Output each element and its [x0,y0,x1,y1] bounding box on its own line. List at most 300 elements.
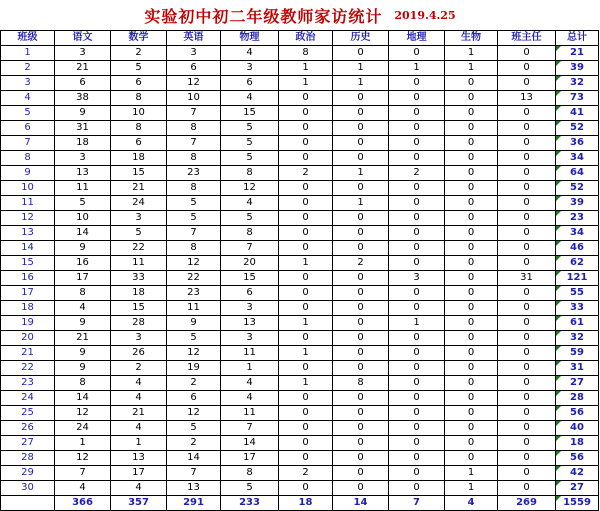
table-cell[interactable]: 0 [498,481,556,496]
table-cell[interactable]: 31 [498,271,556,286]
table-cell[interactable]: 2 [279,166,333,181]
table-cell[interactable]: 0 [333,391,389,406]
table-cell[interactable]: 0 [389,376,445,391]
table-cell[interactable]: 15 [111,301,167,316]
table-cell[interactable]: 13 [55,166,111,181]
table-cell[interactable]: 0 [498,196,556,211]
total-sum-cell[interactable]: 4 [445,496,498,511]
table-cell[interactable]: 23 [167,166,221,181]
table-cell[interactable]: 0 [333,226,389,241]
table-cell[interactable]: 0 [445,151,498,166]
table-cell[interactable]: 10 [111,106,167,121]
table-cell[interactable]: 1 [111,436,167,451]
table-cell[interactable]: 10 [167,91,221,106]
total-cell[interactable]: 42 [556,466,599,481]
total-cell[interactable]: 36 [556,136,599,151]
table-cell[interactable]: 1 [279,61,333,76]
total-cell[interactable]: 59 [556,346,599,361]
table-cell[interactable]: 2 [389,166,445,181]
table-cell[interactable]: 13 [111,451,167,466]
table-cell[interactable]: 0 [333,151,389,166]
class-cell[interactable]: 17 [1,286,55,301]
table-cell[interactable]: 0 [498,421,556,436]
table-cell[interactable]: 0 [445,316,498,331]
table-cell[interactable]: 8 [167,241,221,256]
table-cell[interactable]: 24 [111,196,167,211]
table-cell[interactable]: 2 [333,256,389,271]
table-cell[interactable]: 4 [111,391,167,406]
table-cell[interactable]: 7 [221,241,279,256]
table-cell[interactable]: 0 [445,406,498,421]
table-cell[interactable]: 15 [111,166,167,181]
table-cell[interactable]: 1 [389,316,445,331]
class-cell[interactable]: 24 [1,391,55,406]
table-cell[interactable]: 0 [333,211,389,226]
class-cell[interactable]: 11 [1,196,55,211]
table-cell[interactable]: 0 [498,226,556,241]
table-cell[interactable]: 19 [167,361,221,376]
table-cell[interactable]: 0 [389,436,445,451]
table-cell[interactable]: 0 [389,346,445,361]
table-cell[interactable]: 13 [498,91,556,106]
table-cell[interactable]: 11 [111,256,167,271]
table-cell[interactable]: 33 [111,271,167,286]
class-cell[interactable]: 27 [1,436,55,451]
table-cell[interactable]: 1 [279,256,333,271]
table-cell[interactable]: 0 [389,466,445,481]
table-cell[interactable]: 7 [167,106,221,121]
table-cell[interactable]: 0 [498,166,556,181]
table-cell[interactable]: 0 [498,106,556,121]
table-cell[interactable]: 5 [111,226,167,241]
table-cell[interactable]: 0 [333,241,389,256]
table-cell[interactable]: 10 [55,211,111,226]
table-cell[interactable]: 0 [498,211,556,226]
table-cell[interactable]: 7 [167,226,221,241]
class-cell[interactable]: 21 [1,346,55,361]
table-cell[interactable]: 0 [498,466,556,481]
table-cell[interactable]: 0 [333,316,389,331]
table-cell[interactable]: 0 [498,436,556,451]
table-cell[interactable]: 2 [167,376,221,391]
table-cell[interactable]: 0 [445,286,498,301]
class-cell[interactable]: 20 [1,331,55,346]
class-cell[interactable]: 2 [1,61,55,76]
table-cell[interactable]: 6 [167,61,221,76]
table-cell[interactable]: 8 [167,151,221,166]
table-cell[interactable]: 6 [111,136,167,151]
table-cell[interactable]: 3 [55,151,111,166]
table-cell[interactable]: 23 [167,286,221,301]
table-cell[interactable]: 5 [221,151,279,166]
table-cell[interactable]: 0 [333,286,389,301]
table-cell[interactable]: 21 [111,181,167,196]
table-cell[interactable]: 5 [167,421,221,436]
table-cell[interactable]: 3 [221,61,279,76]
table-cell[interactable]: 3 [167,46,221,61]
table-cell[interactable]: 0 [389,226,445,241]
total-cell[interactable]: 52 [556,181,599,196]
total-cell[interactable]: 32 [556,331,599,346]
table-cell[interactable]: 0 [333,91,389,106]
total-cell[interactable]: 41 [556,106,599,121]
table-cell[interactable]: 0 [279,331,333,346]
total-cell[interactable]: 33 [556,301,599,316]
class-cell[interactable]: 18 [1,301,55,316]
table-cell[interactable]: 0 [389,361,445,376]
table-cell[interactable]: 0 [279,181,333,196]
table-cell[interactable]: 13 [221,316,279,331]
table-cell[interactable]: 1 [279,376,333,391]
table-cell[interactable]: 0 [333,421,389,436]
total-cell[interactable]: 28 [556,391,599,406]
table-cell[interactable]: 0 [279,481,333,496]
table-cell[interactable]: 0 [445,196,498,211]
total-cell[interactable]: 62 [556,256,599,271]
table-cell[interactable]: 0 [389,331,445,346]
table-cell[interactable]: 1 [55,436,111,451]
table-cell[interactable]: 0 [389,391,445,406]
table-cell[interactable]: 15 [221,271,279,286]
table-cell[interactable]: 0 [389,406,445,421]
table-cell[interactable]: 12 [55,451,111,466]
class-cell[interactable]: 25 [1,406,55,421]
table-cell[interactable]: 22 [167,271,221,286]
table-cell[interactable]: 5 [111,61,167,76]
class-cell[interactable]: 10 [1,181,55,196]
class-cell[interactable]: 16 [1,271,55,286]
table-cell[interactable]: 0 [333,181,389,196]
table-cell[interactable]: 0 [498,316,556,331]
table-cell[interactable]: 0 [279,451,333,466]
table-cell[interactable]: 15 [221,106,279,121]
table-cell[interactable]: 0 [389,256,445,271]
table-cell[interactable]: 9 [55,316,111,331]
table-cell[interactable]: 8 [55,286,111,301]
table-cell[interactable]: 0 [333,121,389,136]
table-cell[interactable]: 0 [445,241,498,256]
table-cell[interactable]: 0 [333,301,389,316]
table-cell[interactable]: 14 [55,226,111,241]
table-cell[interactable]: 5 [167,331,221,346]
table-cell[interactable]: 0 [389,286,445,301]
table-cell[interactable]: 7 [167,466,221,481]
table-cell[interactable]: 8 [221,166,279,181]
table-cell[interactable]: 0 [333,451,389,466]
table-cell[interactable]: 0 [279,121,333,136]
table-cell[interactable]: 0 [333,271,389,286]
table-cell[interactable]: 14 [55,391,111,406]
total-cell[interactable]: 56 [556,451,599,466]
table-cell[interactable]: 8 [167,121,221,136]
table-cell[interactable]: 0 [279,286,333,301]
class-cell[interactable]: 22 [1,361,55,376]
table-cell[interactable]: 17 [55,271,111,286]
table-cell[interactable]: 9 [55,361,111,376]
table-cell[interactable]: 0 [333,481,389,496]
class-cell[interactable]: 1 [1,46,55,61]
table-cell[interactable]: 7 [221,421,279,436]
table-cell[interactable]: 21 [55,61,111,76]
table-cell[interactable]: 11 [55,181,111,196]
table-cell[interactable]: 0 [445,376,498,391]
table-cell[interactable]: 0 [498,361,556,376]
table-cell[interactable]: 6 [221,286,279,301]
table-cell[interactable]: 8 [167,181,221,196]
table-cell[interactable]: 0 [389,421,445,436]
table-cell[interactable]: 3 [221,331,279,346]
table-cell[interactable]: 5 [167,196,221,211]
table-cell[interactable]: 0 [498,151,556,166]
table-cell[interactable]: 0 [445,421,498,436]
table-cell[interactable]: 31 [55,121,111,136]
table-cell[interactable]: 0 [498,406,556,421]
table-cell[interactable]: 8 [55,376,111,391]
total-cell[interactable]: 27 [556,481,599,496]
table-cell[interactable]: 0 [498,121,556,136]
table-cell[interactable]: 0 [498,376,556,391]
table-cell[interactable]: 17 [221,451,279,466]
class-cell[interactable]: 5 [1,106,55,121]
class-cell[interactable]: 14 [1,241,55,256]
table-cell[interactable]: 0 [445,91,498,106]
table-cell[interactable]: 17 [111,466,167,481]
total-sum-cell[interactable]: 291 [167,496,221,511]
table-cell[interactable]: 0 [498,451,556,466]
total-sum-cell[interactable]: 14 [333,496,389,511]
table-cell[interactable]: 0 [445,361,498,376]
table-cell[interactable]: 26 [111,346,167,361]
table-cell[interactable]: 5 [221,481,279,496]
table-cell[interactable]: 4 [221,91,279,106]
table-cell[interactable]: 0 [279,211,333,226]
table-cell[interactable]: 0 [279,151,333,166]
table-cell[interactable]: 1 [389,61,445,76]
table-cell[interactable]: 28 [111,316,167,331]
table-cell[interactable]: 9 [55,106,111,121]
table-cell[interactable]: 0 [279,301,333,316]
table-cell[interactable]: 4 [221,46,279,61]
table-cell[interactable]: 8 [111,121,167,136]
table-cell[interactable]: 8 [221,466,279,481]
class-cell[interactable]: 13 [1,226,55,241]
class-cell[interactable]: 7 [1,136,55,151]
table-cell[interactable]: 2 [111,361,167,376]
total-cell[interactable]: 46 [556,241,599,256]
table-cell[interactable]: 1 [445,61,498,76]
table-cell[interactable]: 1 [445,481,498,496]
table-cell[interactable]: 14 [221,436,279,451]
class-cell[interactable]: 28 [1,451,55,466]
table-cell[interactable]: 4 [111,481,167,496]
table-cell[interactable]: 0 [279,436,333,451]
total-cell[interactable]: 121 [556,271,599,286]
table-cell[interactable]: 0 [389,241,445,256]
table-cell[interactable]: 0 [498,136,556,151]
table-cell[interactable]: 0 [279,361,333,376]
table-cell[interactable]: 20 [221,256,279,271]
total-cell[interactable]: 64 [556,166,599,181]
table-cell[interactable]: 0 [445,121,498,136]
total-cell[interactable]: 56 [556,406,599,421]
table-cell[interactable]: 21 [111,406,167,421]
table-cell[interactable]: 21 [55,331,111,346]
table-cell[interactable]: 1 [333,76,389,91]
total-cell[interactable]: 52 [556,121,599,136]
table-cell[interactable]: 0 [333,406,389,421]
table-cell[interactable]: 0 [445,136,498,151]
table-cell[interactable]: 12 [167,76,221,91]
table-cell[interactable]: 0 [445,391,498,406]
table-cell[interactable]: 0 [333,466,389,481]
class-cell[interactable]: 15 [1,256,55,271]
table-cell[interactable]: 0 [389,481,445,496]
table-cell[interactable]: 0 [279,241,333,256]
table-cell[interactable]: 0 [279,406,333,421]
table-cell[interactable]: 0 [389,451,445,466]
table-cell[interactable]: 0 [389,91,445,106]
table-cell[interactable]: 12 [221,181,279,196]
table-cell[interactable]: 1 [445,46,498,61]
table-cell[interactable]: 5 [55,196,111,211]
table-cell[interactable]: 0 [498,241,556,256]
total-sum-cell[interactable]: 18 [279,496,333,511]
class-cell[interactable]: 3 [1,76,55,91]
table-cell[interactable]: 0 [279,196,333,211]
table-cell[interactable]: 4 [55,301,111,316]
total-cell[interactable]: 40 [556,421,599,436]
table-cell[interactable]: 6 [167,391,221,406]
table-cell[interactable]: 1 [333,61,389,76]
table-cell[interactable]: 1 [333,196,389,211]
total-cell[interactable]: 73 [556,91,599,106]
table-cell[interactable]: 0 [498,61,556,76]
table-cell[interactable]: 0 [498,331,556,346]
total-cell[interactable]: 55 [556,286,599,301]
table-cell[interactable]: 0 [445,166,498,181]
table-cell[interactable]: 0 [445,256,498,271]
table-cell[interactable]: 0 [498,76,556,91]
table-cell[interactable]: 7 [55,466,111,481]
table-cell[interactable]: 4 [111,376,167,391]
table-cell[interactable]: 3 [111,331,167,346]
total-cell[interactable]: 34 [556,226,599,241]
total-cell[interactable]: 18 [556,436,599,451]
table-cell[interactable]: 0 [389,211,445,226]
table-cell[interactable]: 16 [55,256,111,271]
table-cell[interactable]: 4 [221,391,279,406]
table-cell[interactable]: 0 [389,196,445,211]
table-cell[interactable]: 0 [498,346,556,361]
table-cell[interactable]: 1 [221,361,279,376]
table-cell[interactable]: 6 [111,76,167,91]
table-cell[interactable]: 24 [55,421,111,436]
table-cell[interactable]: 0 [445,331,498,346]
class-cell[interactable]: 12 [1,211,55,226]
table-cell[interactable]: 5 [221,211,279,226]
total-cell[interactable]: 39 [556,196,599,211]
table-cell[interactable]: 0 [498,301,556,316]
table-cell[interactable]: 0 [498,391,556,406]
total-cell[interactable]: 23 [556,211,599,226]
class-cell[interactable]: 26 [1,421,55,436]
total-cell[interactable]: 27 [556,376,599,391]
table-cell[interactable]: 0 [445,211,498,226]
table-cell[interactable]: 12 [167,256,221,271]
table-cell[interactable]: 0 [333,361,389,376]
table-cell[interactable]: 0 [389,121,445,136]
table-cell[interactable]: 0 [389,46,445,61]
table-cell[interactable]: 0 [333,346,389,361]
table-cell[interactable]: 4 [221,196,279,211]
table-cell[interactable]: 6 [221,76,279,91]
table-cell[interactable]: 0 [445,226,498,241]
table-cell[interactable]: 12 [167,346,221,361]
table-cell[interactable]: 0 [389,136,445,151]
total-sum-cell[interactable]: 233 [221,496,279,511]
table-cell[interactable]: 0 [445,436,498,451]
table-cell[interactable]: 0 [445,181,498,196]
table-cell[interactable]: 4 [221,376,279,391]
total-cell[interactable]: 31 [556,361,599,376]
class-cell[interactable]: 19 [1,316,55,331]
table-cell[interactable]: 0 [279,271,333,286]
table-cell[interactable]: 3 [111,211,167,226]
table-cell[interactable]: 8 [111,91,167,106]
table-cell[interactable]: 7 [167,136,221,151]
table-cell[interactable]: 0 [445,271,498,286]
table-cell[interactable]: 0 [279,136,333,151]
table-cell[interactable]: 1 [279,346,333,361]
class-cell[interactable]: 30 [1,481,55,496]
table-cell[interactable]: 0 [389,181,445,196]
table-cell[interactable]: 0 [333,331,389,346]
table-cell[interactable]: 0 [389,106,445,121]
table-cell[interactable]: 0 [333,436,389,451]
table-cell[interactable]: 8 [279,46,333,61]
table-cell[interactable]: 9 [55,241,111,256]
table-cell[interactable]: 1 [445,466,498,481]
table-cell[interactable]: 18 [111,286,167,301]
table-cell[interactable]: 8 [221,226,279,241]
table-cell[interactable]: 0 [445,106,498,121]
total-cell[interactable]: 39 [556,61,599,76]
table-cell[interactable]: 3 [221,301,279,316]
table-cell[interactable]: 12 [55,406,111,421]
table-cell[interactable]: 0 [389,76,445,91]
total-cell[interactable]: 61 [556,316,599,331]
table-cell[interactable]: 11 [221,346,279,361]
table-cell[interactable]: 5 [221,121,279,136]
table-cell[interactable]: 0 [279,421,333,436]
total-sum-cell[interactable]: 7 [389,496,445,511]
table-cell[interactable]: 2 [279,466,333,481]
table-cell[interactable]: 0 [445,301,498,316]
table-cell[interactable]: 0 [498,286,556,301]
table-cell[interactable]: 0 [389,301,445,316]
table-cell[interactable]: 3 [389,271,445,286]
table-cell[interactable]: 0 [498,256,556,271]
table-cell[interactable]: 4 [111,421,167,436]
table-cell[interactable]: 0 [279,226,333,241]
table-cell[interactable]: 0 [333,46,389,61]
table-cell[interactable]: 3 [55,46,111,61]
table-cell[interactable]: 13 [167,481,221,496]
class-cell[interactable]: 23 [1,376,55,391]
class-cell[interactable]: 8 [1,151,55,166]
table-cell[interactable]: 0 [333,136,389,151]
table-cell[interactable]: 0 [445,76,498,91]
